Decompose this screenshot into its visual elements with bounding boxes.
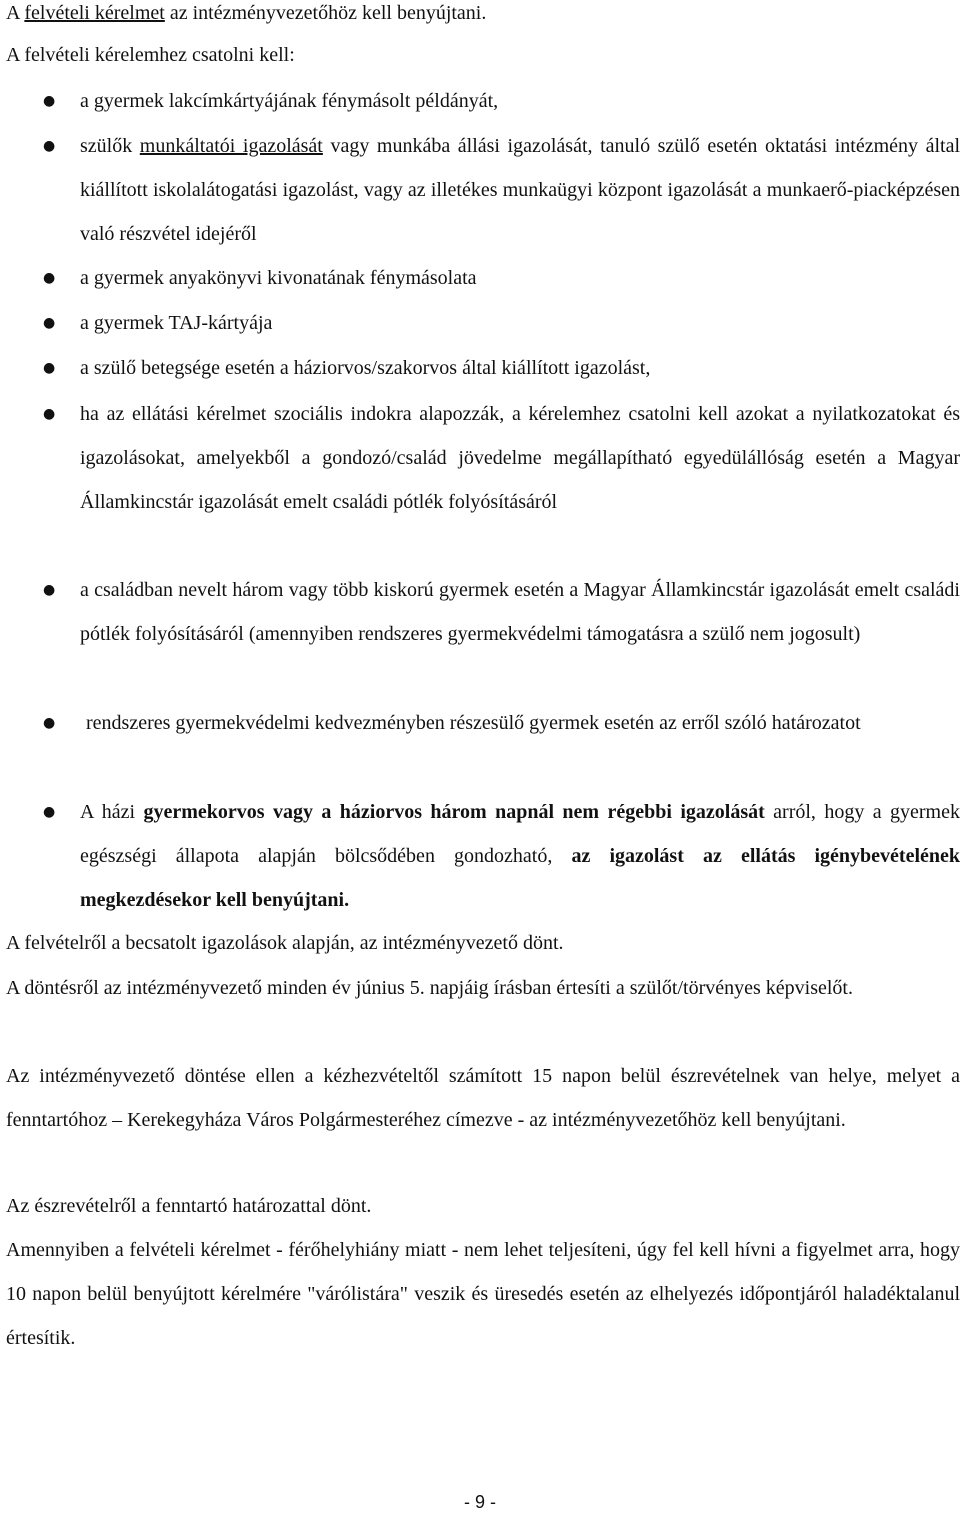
bullet-icon: ●: [43, 804, 56, 820]
list-item: [43, 346, 960, 390]
list-item: [43, 301, 960, 345]
list-item-text: rendszeres gyermekvédelmi kedvezményben részesülő gyermek esetén az erről szóló határozatot: [86, 712, 861, 734]
list-item: [43, 79, 960, 123]
list-item: [43, 256, 960, 300]
top-line-suffix: az intézményvezetőhöz kell benyújtani.: [169, 2, 487, 24]
felveteli-kerelem-link[interactable]: felvételi kérelmet: [24, 2, 165, 24]
top-line-prefix: A: [6, 2, 20, 24]
list-item-text: [80, 790, 960, 922]
list-item-text: a családban nevelt három vagy több kiskorú gyermek esetén a Magyar Államkincstár igazolását emelt családi pótlék folyósításáról (amennyiben rendszeres gyermekvédelmi támogatásra a szülő nem jogosult): [80, 579, 960, 645]
bullet-icon: ●: [43, 715, 56, 731]
list-item: [43, 701, 960, 745]
list-item-part2: arról, hogy a gyermek egészségi állapota alapján bölcsődében gondozható,: [80, 801, 960, 867]
list-item-bold2: az igazolást az ellátás igénybevételének megkezdésekor kell benyújtani.: [80, 845, 960, 911]
top-line: [6, 0, 960, 26]
list-item-text: ha az ellátási kérelmet szociális indokra alapozzák, a kérelemhez csatolni kell azokat a nyilatkozatokat és igazolásokat, amelyekből a gondozó/család jövedelme megállapítható egyedülállóság esetén a Magyar Államkincstár igazolását emelt családi pótlék folyósításáról: [80, 403, 960, 513]
list-item-prefix: szülők: [80, 135, 133, 157]
bullet-icon: ●: [43, 315, 56, 331]
bullet-icon: ●: [43, 582, 56, 598]
waiting-list-paragraph: Amennyiben a felvételi kérelmet - férőhelyhiány miatt - nem lehet teljesíteni, úgy fel kell hívni a figyelmet arra, hogy 10 napon belül benyújtott kérelmére "várólistára" veszik és üresedés esetén az elhelyezés időpontjáról haladéktalanul értesítik.: [6, 1239, 960, 1349]
attachments-intro: A felvételi kérelemhez csatolni kell:: [6, 44, 295, 66]
bullet-icon: ●: [43, 270, 56, 286]
bullet-icon: ●: [43, 138, 56, 154]
list-item: [43, 790, 960, 922]
list-item-text: a gyermek TAJ-kártyája: [80, 312, 273, 334]
bullet-icon: ●: [43, 93, 56, 109]
bullet-icon: ●: [43, 360, 56, 376]
maintainer-decision-paragraph: Az észrevételről a fenntartó határozattal dönt.: [6, 1195, 372, 1217]
list-item-text: [80, 124, 960, 256]
list-item: [43, 392, 960, 524]
list-item: [43, 568, 960, 656]
list-item-bold1: gyermekorvos vagy a háziorvos három napnál nem régebbi igazolását: [143, 801, 765, 823]
notification-paragraph: A döntésről az intézményvezető minden év június 5. napjáig írásban értesíti a szülőt/törvényes képviselőt.: [6, 977, 853, 999]
munkaltatoi-igazolas-link[interactable]: munkáltatói igazolását: [139, 135, 323, 157]
list-item-text: a gyermek lakcímkártyájának fénymásolt példányát,: [80, 90, 499, 112]
decision-paragraph: A felvételről a becsatolt igazolások alapján, az intézményvezető dönt.: [6, 932, 564, 954]
list-item: [43, 124, 960, 256]
objection-paragraph: Az intézményvezető döntése ellen a kézhezvételtől számított 15 napon belül észrevételnek van helye, melyet a fenntartóhoz – Kerekegyháza Város Polgármesteréhez címezve - az intézményvezetőhöz kell benyújtani.: [6, 1065, 960, 1131]
list-item-text: a szülő betegsége esetén a háziorvos/szakorvos által kiállított igazolást,: [80, 357, 651, 379]
bullet-icon: ●: [43, 406, 56, 422]
list-item-suffix: vagy munkába állási igazolását, tanuló szülő esetén oktatási intézmény által kiállított iskolalátogatási igazolást, vagy az illetékes munkaügyi központ igazolását a munkaerő-piacképzésen való részvétel idejéről: [80, 135, 960, 245]
list-item-part1: A házi: [80, 801, 136, 823]
list-item-text: a gyermek anyakönyvi kivonatának fénymásolata: [80, 267, 477, 289]
page-number: - 9 -: [463, 1492, 496, 1512]
